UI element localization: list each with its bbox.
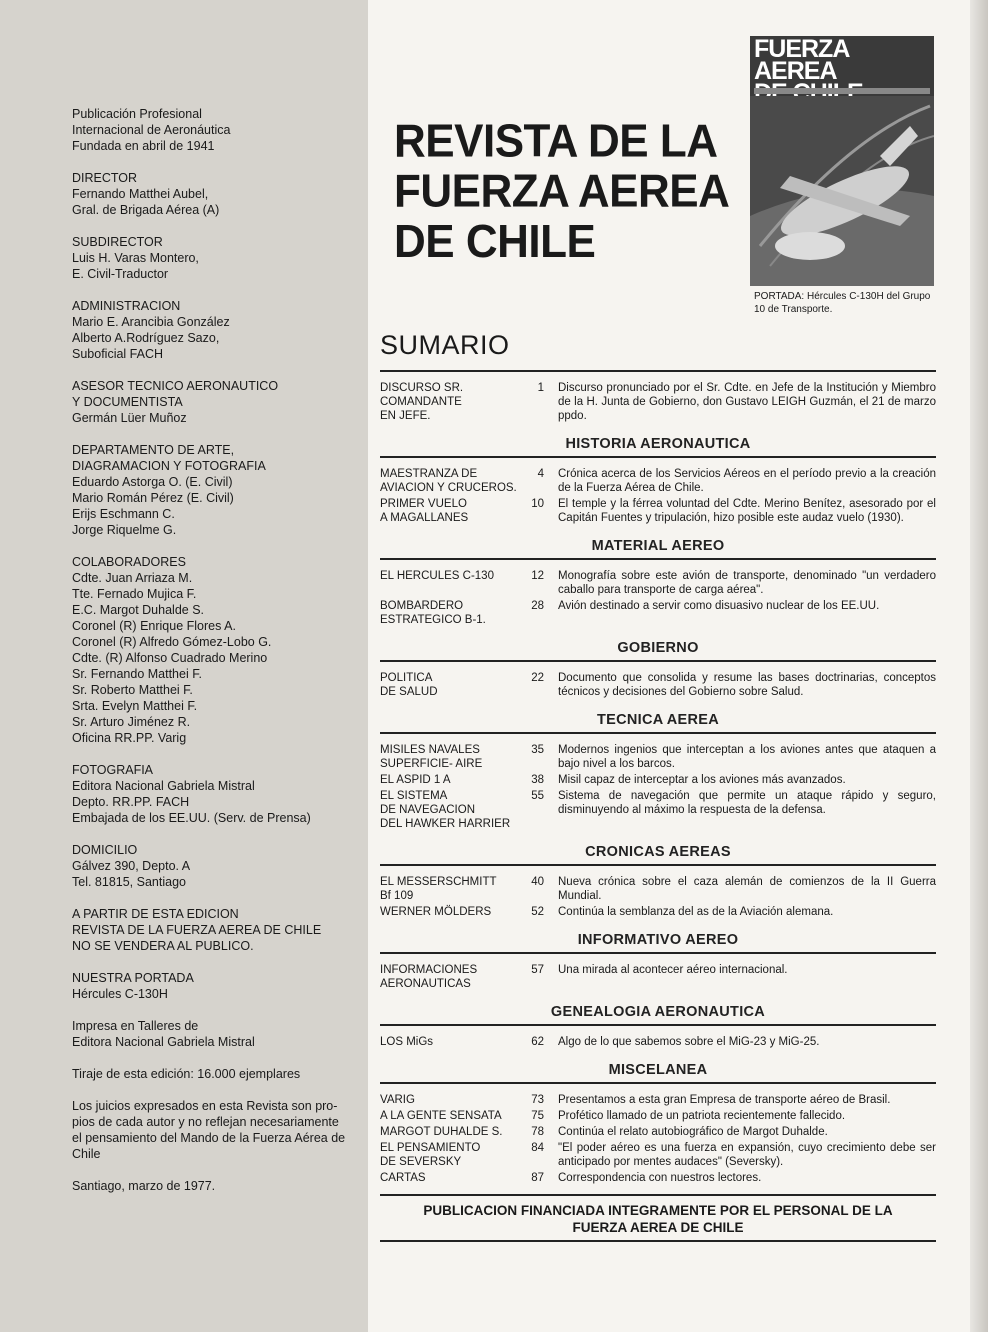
page-number: 1 [537,382,544,394]
credit-line: Internacional de Aeronáutica [72,123,231,137]
article-title [380,1125,520,1139]
issue-date [72,1178,362,1194]
page-number: 78 [531,1126,544,1138]
section-heading: INFORMATIVO AEREO [577,932,739,948]
article-title [380,875,520,903]
page-number: 28 [531,600,544,612]
spacer [380,1186,936,1194]
article-title [380,773,520,787]
credit-line: Eduardo Astorga O. (E. Civil) [72,475,233,489]
page-number: 62 [531,1036,544,1048]
toc-entry [380,670,936,700]
page-number: 10 [531,498,544,510]
article-title [380,1141,520,1169]
page-number: 52 [531,906,544,918]
spacer [380,1026,936,1034]
cover-masthead [754,38,934,104]
page-edge [970,0,988,1332]
article-description: Continúa el relato autobiográfico de Margot Duhalde. [558,1126,828,1138]
arte-block [72,442,362,538]
article-description: Discurso pronunciado por el Sr. Cdte. en Jefe de la Institución y Miembro de la H. Junta de Gobierno, don Gustavo LEIGH Guzmán, el 21 de marzo ppdo. [558,382,936,422]
article-description: Avión destinado a servir como disuasivo nuclear de los EE.UU. [558,600,880,612]
section-heading: TECNICA AEREA [596,712,720,728]
credit-line: Erijs Eschmann C. [72,507,175,521]
article-title-line: COMANDANTE [380,396,462,408]
article-title [380,1109,520,1123]
article-description: Una mirada al acontecer aéreo internacional. [558,964,788,976]
article-title-line: VARIG [380,1094,415,1106]
article-description: Modernos ingenios que interceptan a los aviones antes que ataquen a bajo nivel a los barcos. [558,744,936,770]
spacer [380,628,936,636]
credit-heading: ADMINISTRACION [72,299,181,313]
toc-entry [380,788,936,832]
toc-entry [380,496,936,526]
credit-line: Chile [72,1147,101,1161]
spacer [380,1050,936,1058]
article-description: Correspondencia con nuestros lectores. [558,1172,762,1184]
article-title-line: SUPERFICIE- AIRE [380,758,483,770]
credit-line: Coronel (R) Enrique Flores A. [72,619,236,633]
spacer [380,992,936,1000]
toc-entry [380,1092,936,1108]
article-title [380,1171,520,1185]
article-title-line: MARGOT DUHALDE S. [380,1126,503,1138]
administracion-block [72,298,362,362]
article-description: Monografía sobre este avión de transporte, denominado "un verdadero caballo para transporte de carga aérea". [558,570,936,596]
article-title-line: EL PENSAMIENTO [380,1142,481,1154]
section-heading: HISTORIA AERONAUTICA [565,436,751,452]
toc-entry [380,1170,936,1186]
article-title [380,1035,520,1049]
article-title-line: A MAGALLANES [380,512,469,524]
credit-heading: DIRECTOR [72,171,138,185]
spacer [380,700,936,708]
credit-line: Tel. 81815, Santiago [72,875,186,889]
spacer [380,832,936,840]
credit-line: Hércules C-130H [72,987,168,1001]
article-title-line: DEL HAWKER HARRIER [380,818,511,830]
spacer [380,866,936,874]
article-title-line: EL HERCULES C-130 [380,570,494,582]
page-number: 38 [531,774,544,786]
article-title-line: INFORMACIONES [380,964,478,976]
credit-line: Sr. Fernando Matthei F. [72,667,202,681]
article-title-line: BOMBARDERO [380,600,464,612]
sale-notice [72,906,362,954]
contents-column [368,0,988,1332]
credit-line: Jorge Riquelme G. [72,523,177,537]
title-line: DE CHILE [394,216,596,268]
credit-line: A PARTIR DE ESTA EDICION [72,907,239,921]
article-title-line: EL MESSERSCHMITT [380,876,497,888]
director-block [72,170,362,218]
article-title [380,569,520,597]
spacer [380,424,936,432]
credit-line: Tiraje de esta edición: 16.000 ejemplares [72,1067,301,1081]
financing-note [380,1196,936,1240]
article-title-line: A LA GENTE SENSATA [380,1110,502,1122]
toc-entry [380,1124,936,1140]
article-description: El temple y la férrea voluntad del Cdte. Merino Benítez, asesorado por el Capitán Fuentes y tripulación, hizo posible este audaz vuelo (1930). [558,498,936,524]
article-title [380,905,520,919]
article-title-line: MISILES NAVALES [380,744,480,756]
credit-line: NO SE VENDERA AL PUBLICO. [72,939,254,953]
article-title-line: AERONAUTICAS [380,978,471,990]
credit-line: Santiago, marzo de 1977. [72,1179,216,1193]
credit-line: Alberto A.Rodríguez Sazo, [72,331,220,345]
credit-heading: Y DOCUMENTISTA [72,395,183,409]
credit-heading: DOMICILIO [72,843,138,857]
spacer [380,920,936,928]
credit-line: Sr. Arturo Jiménez R. [72,715,191,729]
article-title-line: MAESTRANZA DE [380,468,478,480]
credit-line: Mario Román Pérez (E. Civil) [72,491,234,505]
subdirector-block [72,234,362,282]
article-title [380,743,520,771]
article-description: "El poder aéreo es una fuerza en expansión, cuyo crecimiento debe ser anticipado por mentes audaces" (Seversky). [558,1142,936,1168]
article-description: Crónica acerca de los Servicios Aéreos en el período previo a la creación de la Fuerza Aérea de Chile. [558,468,936,494]
spacer [380,662,936,670]
toc-entry [380,742,936,772]
article-title-line: WERNER MÖLDERS [380,906,492,918]
colaboradores-block [72,554,362,746]
credit-heading: COLABORADORES [72,555,186,569]
credit-line: Tte. Fernado Mujica F. [72,587,197,601]
credit-line: E. Civil-Traductor [72,267,169,281]
article-title-line: ESTRATEGICO B-1. [380,614,486,626]
credit-line: pios de cada autor y no reflejan necesariamente [72,1115,339,1129]
spacer [380,372,936,380]
credit-line: Luis H. Varas Montero, [72,251,199,265]
article-title-line: Bf 109 [380,890,414,902]
article-description: Continúa la semblanza del as de la Aviación alemana. [558,906,834,918]
credit-heading: DEPARTAMENTO DE ARTE, [72,443,235,457]
caption-line: PORTADA: Hércules C-130H del Grupo [754,291,931,302]
credit-line: Editora Nacional Gabriela Mistral [72,779,255,793]
page-number: 87 [531,1172,544,1184]
cover-caption [754,290,944,316]
toc-entry [380,598,936,628]
page-number: 73 [531,1094,544,1106]
masthead-credits [72,106,362,1210]
credit-heading: FOTOGRAFIA [72,763,154,777]
toc-entry [380,1140,936,1170]
article-title [380,1093,520,1107]
magazine-title [394,116,744,267]
credit-line: el pensamiento del Mando de la Fuerza Aérea de [72,1131,346,1145]
spacer [380,526,936,534]
credit-line: Suboficial FACH [72,347,164,361]
spacer [380,458,936,466]
masthead-column [0,0,368,1332]
credit-line: Gral. de Brigada Aérea (A) [72,203,220,217]
credit-line: Impresa en Talleres de [72,1019,199,1033]
domicilio-block [72,842,362,890]
credit-line: Publicación Profesional [72,107,202,121]
toc-entry [380,904,936,920]
credit-line: Oficina RR.PP. Varig [72,731,187,745]
credit-heading: NUESTRA PORTADA [72,971,194,985]
credit-heading: ASESOR TECNICO AERONAUTICO [72,379,279,393]
article-title [380,599,520,627]
fotografia-block [72,762,362,826]
toc-entry [380,874,936,904]
article-title-line: EL ASPID 1 A [380,774,451,786]
article-description: Profético llamado de un patriota recientemente fallecido. [558,1110,846,1122]
caption-line: 10 de Transporte. [754,304,833,315]
article-title-line: CARTAS [380,1172,426,1184]
article-title-line: DE SEVERSKY [380,1156,462,1168]
credit-line: Los juicios expresados en esta Revista son pro- [72,1099,338,1113]
page-number: 40 [531,876,544,888]
page-number: 57 [531,964,544,976]
article-title-line: POLITICA [380,672,433,684]
page-number: 55 [531,790,544,802]
page-number: 84 [531,1142,544,1154]
credit-line: Sr. Roberto Matthei F. [72,683,193,697]
printer-info [72,1018,362,1050]
article-description: Nueva crónica sobre el caza alemán de comienzos de la II Guerra Mundial. [558,876,936,902]
toc-entry [380,380,936,424]
title-line: FUERZA AEREA [394,165,730,218]
credit-line: Cdte. Juan Arriaza M. [72,571,193,585]
article-description: Documento que consolida y resume las bases doctrinarias, conceptos técnicos y decisiones del Gobierno sobre Salud. [558,672,936,698]
publication-info [72,106,362,154]
sumario-heading: SUMARIO [380,330,510,360]
spacer [380,560,936,568]
section-heading: MISCELANEA [608,1062,708,1078]
toc-entry [380,1108,936,1124]
section-heading: GENEALOGIA AERONAUTICA [550,1004,766,1020]
article-title [380,467,520,495]
credit-heading: SUBDIRECTOR [72,235,163,249]
asesor-block [72,378,362,426]
toc-entry [380,772,936,788]
credit-line: Srta. Evelyn Matthei F. [72,699,198,713]
credit-line: Germán Lüer Muñoz [72,411,187,425]
credit-line: Cdte. (R) Alfonso Cuadrado Merino [72,651,268,665]
toc-entry [380,466,936,496]
title-line: REVISTA DE LA [394,115,718,167]
article-title-line: LOS MiGs [380,1036,434,1048]
article-title [380,789,520,831]
article-title-line: EL SISTEMA [380,790,448,802]
divider-rule [380,1240,936,1242]
credit-line: Fundada en abril de 1941 [72,139,215,153]
spacer [380,954,936,962]
financing-note-line: PUBLICACION FINANCIADA INTEGRAMENTE POR EL PERSONAL DE LA [423,1203,893,1218]
article-title [380,671,520,699]
cover-thumbnail [750,36,934,286]
article-title-line: EN JEFE. [380,410,431,422]
article-title-line: DISCURSO SR. [380,382,464,394]
section-heading: MATERIAL AEREO [591,538,725,554]
article-title [380,497,520,525]
credit-line: REVISTA DE LA FUERZA AEREA DE CHILE [72,923,322,937]
section-heading: GOBIERNO [617,640,699,656]
page-number: 4 [537,468,544,480]
page-number: 35 [531,744,544,756]
article-title [380,381,520,423]
toc-entry [380,568,936,598]
credit-line: Mario E. Arancibia González [72,315,230,329]
article-title-line: DE NAVEGACION [380,804,475,816]
article-title-line: AVIACION Y CRUCEROS. [380,482,517,494]
credit-line: Depto. RR.PP. FACH [72,795,190,809]
cover-masthead-line: FUERZA AEREA [754,36,849,85]
page-number: 22 [531,672,544,684]
cover-aircraft-image [750,96,934,286]
article-title [380,963,520,991]
credit-line: Gálvez 390, Depto. A [72,859,191,873]
article-description: Sistema de navegación que permite un ataque rápido y seguro, disminuyendo al máximo la respuesta de la defensa. [558,790,936,816]
section-heading: CRONICAS AEREAS [585,844,731,860]
credit-line: Editora Nacional Gabriela Mistral [72,1035,255,1049]
page-number: 12 [531,570,544,582]
article-description: Algo de lo que sabemos sobre el MiG-23 y MiG-25. [558,1036,820,1048]
table-of-contents [380,370,936,1242]
cover-subline [754,88,930,94]
toc-entry [380,1034,936,1050]
credit-line: Fernando Matthei Aubel, [72,187,209,201]
article-description: Misil capaz de interceptar a los aviones más avanzados. [558,774,846,786]
disclaimer [72,1098,362,1162]
spacer [380,734,936,742]
credit-heading: DIAGRAMACION Y FOTOGRAFIA [72,459,266,473]
financing-note-line: FUERZA AEREA DE CHILE [572,1220,744,1235]
article-title-line: PRIMER VUELO [380,498,467,510]
page-number: 75 [531,1110,544,1122]
credit-line: Embajada de los EE.UU. (Serv. de Prensa) [72,811,311,825]
article-title-line: DE SALUD [380,686,438,698]
spacer [380,1084,936,1092]
toc-entry [380,962,936,992]
credit-line: Coronel (R) Alfredo Gómez-Lobo G. [72,635,272,649]
portada-block [72,970,362,1002]
print-run [72,1066,362,1082]
credit-line: E.C. Margot Duhalde S. [72,603,205,617]
article-description: Presentamos a esta gran Empresa de transporte aéreo de Brasil. [558,1094,891,1106]
